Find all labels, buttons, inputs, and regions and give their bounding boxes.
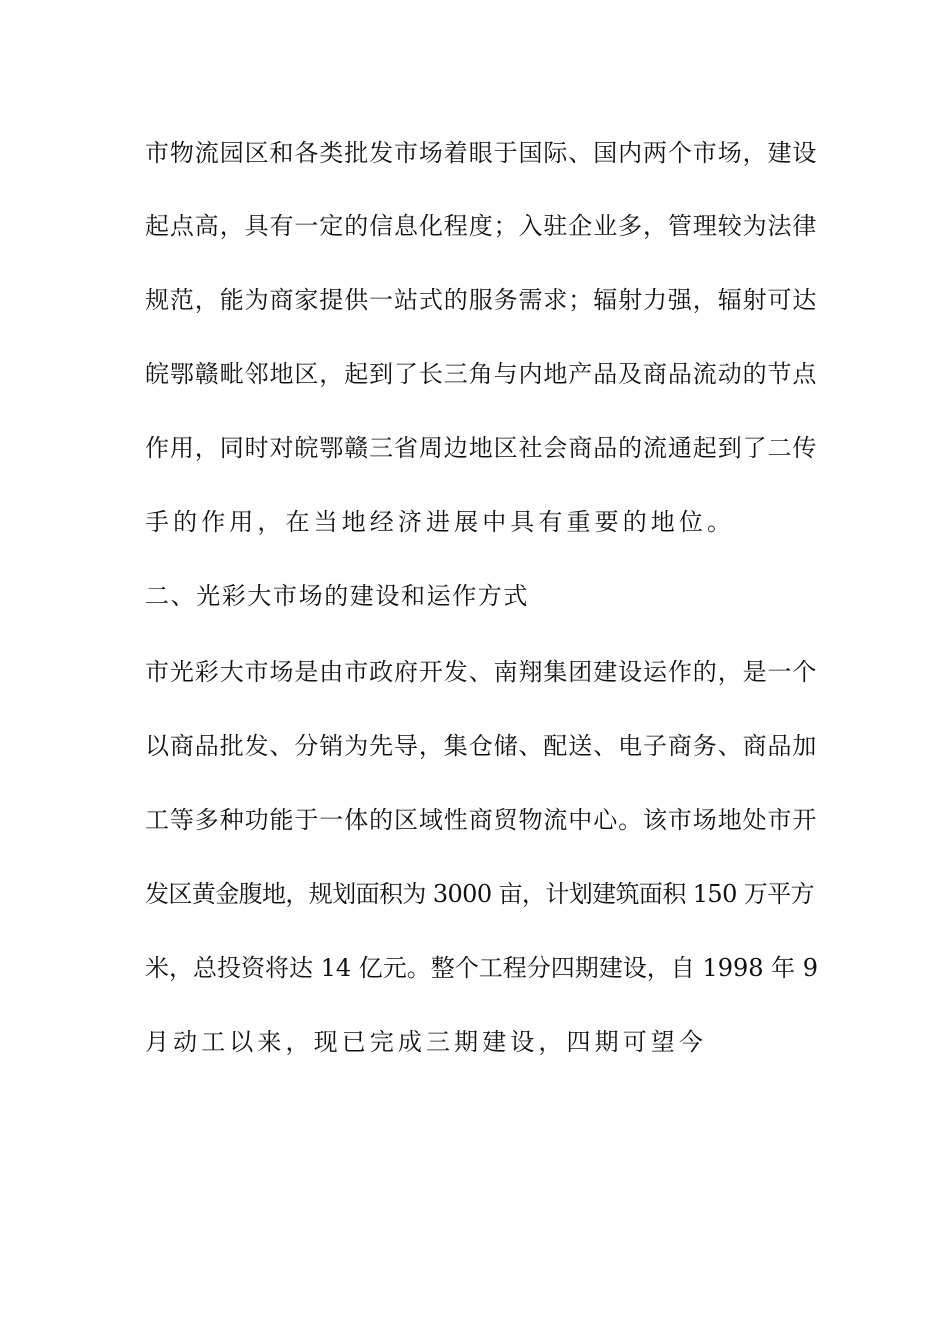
paragraph-line: 起点高，具有一定的信息化程度；入驻企业多，管理较为法律 (145, 212, 818, 240)
paragraph-line: 市物流园区和各类批发市场着眼于国际、国内两个市场，建设 (145, 139, 818, 167)
paragraph-line: 皖鄂赣毗邻地区，起到了长三角与内地产品及商品流动的节点 (145, 360, 818, 388)
paragraph-line: 作用，同时对皖鄂赣三省周边地区社会商品的流通起到了二传 (145, 434, 818, 462)
paragraph-line: 发区黄金腹地，规划面积为 3000 亩，计划建筑面积 150 万平方 (145, 880, 815, 908)
paragraph-line: 月动工以来，现已完成三期建设，四期可望今 (145, 1028, 707, 1056)
section-heading: 二、光彩大市场的建设和运作方式 (145, 582, 529, 610)
paragraph-line: 市光彩大市场是由市政府开发、南翔集团建设运作的，是一个 (145, 658, 818, 686)
paragraph-line: 手的作用，在当地经济进展中具有重要的地位。 (145, 508, 736, 536)
paragraph-line: 以商品批发、分销为先导，集仓储、配送、电子商务、商品加 (145, 732, 818, 760)
paragraph-line: 工等多种功能于一体的区域性商贸物流中心。该市场地处市开 (145, 806, 818, 834)
paragraph-line: 米，总投资将达 14 亿元。整个工程分四期建设，自 1998 年 9 (145, 954, 819, 982)
paragraph-line: 规范，能为商家提供一站式的服务需求；辐射力强，辐射可达 (145, 286, 818, 314)
